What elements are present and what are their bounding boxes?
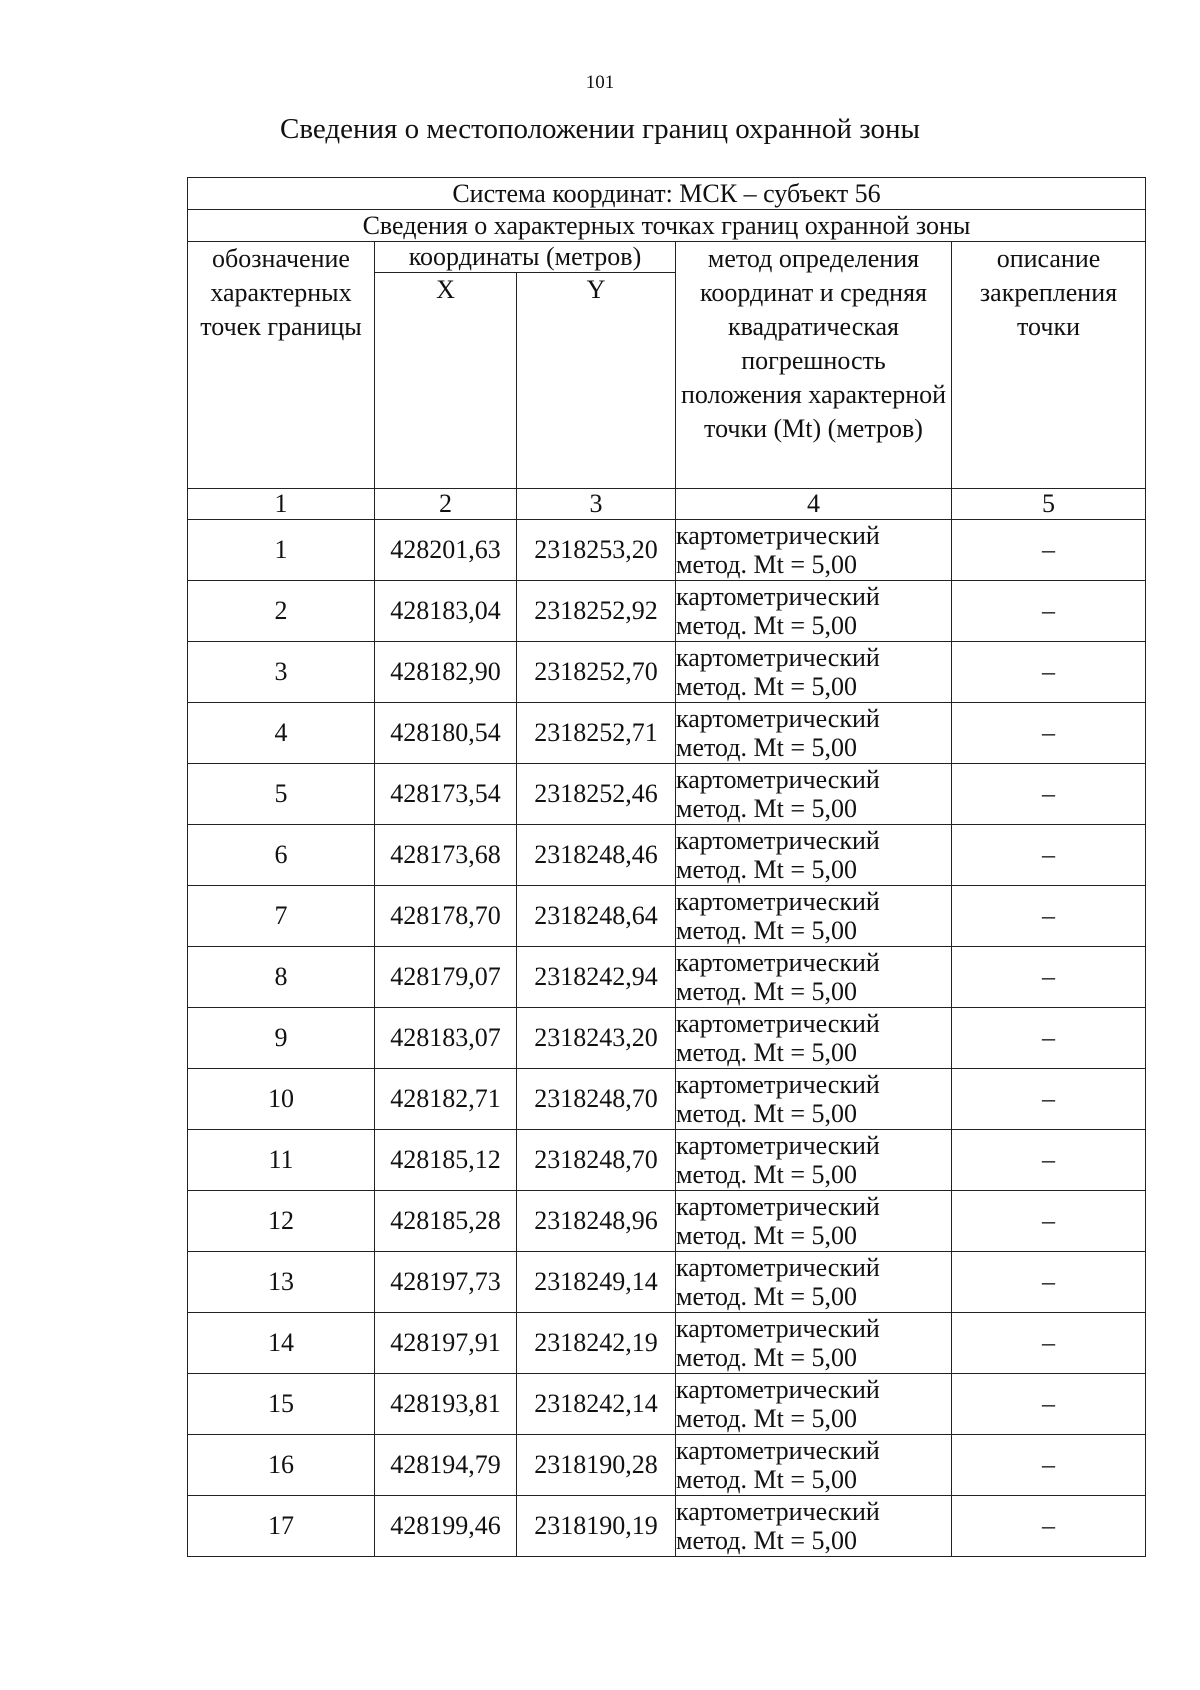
method-accuracy: метод. Mt = 5,00 [676,1282,857,1311]
method-cell [676,520,952,581]
fixing-description: – [952,703,1146,764]
table-row [188,825,1146,886]
coordinate-x: 428182,71 [375,1069,517,1130]
section-header: Сведения о характерных точках границ охранной зоны [188,210,1146,242]
fixing-description: – [952,1008,1146,1069]
point-id: 7 [188,886,375,947]
coordinate-x: 428185,28 [375,1191,517,1252]
method-accuracy: метод. Mt = 5,00 [676,1221,857,1250]
method-name: картометрический [676,948,880,977]
fixing-description: – [952,581,1146,642]
method-accuracy: метод. Mt = 5,00 [676,977,857,1006]
table-row [188,947,1146,1008]
method-cell [676,947,952,1008]
header-coordinates: координаты (метров) [375,242,676,273]
fixing-description: – [952,1435,1146,1496]
point-id: 15 [188,1374,375,1435]
column-number-4: 4 [676,489,952,520]
table-row [188,520,1146,581]
method-cell [676,1130,952,1191]
method-cell [676,1374,952,1435]
method-name: картометрический [676,704,880,733]
coordinate-y: 2318252,71 [517,703,676,764]
table-row [188,1191,1146,1252]
method-name: картометрический [676,765,880,794]
table-row [188,886,1146,947]
coordinate-y: 2318242,19 [517,1313,676,1374]
method-name: картометрический [676,1131,880,1160]
fixing-description: – [952,1496,1146,1557]
method-name: картометрический [676,1497,880,1526]
table-row [188,764,1146,825]
point-id: 9 [188,1008,375,1069]
fixing-description: – [952,642,1146,703]
coordinate-y: 2318248,64 [517,886,676,947]
method-accuracy: метод. Mt = 5,00 [676,794,857,823]
coordinate-x: 428183,04 [375,581,517,642]
coordinate-x: 428173,54 [375,764,517,825]
fixing-description: – [952,825,1146,886]
header-method: метод определения координат и средняя квадратическая погрешность положения характерной точки (Mt) (метров) [676,242,952,489]
coordinate-x: 428193,81 [375,1374,517,1435]
coordinate-y: 2318252,46 [517,764,676,825]
point-id: 3 [188,642,375,703]
column-number-2: 2 [375,489,517,520]
table-row [188,1496,1146,1557]
coordinate-y: 2318252,70 [517,642,676,703]
method-name: картометрический [676,1314,880,1343]
coordinate-x: 428180,54 [375,703,517,764]
method-cell [676,1252,952,1313]
fixing-description: – [952,1374,1146,1435]
method-name: картометрический [676,643,880,672]
fixing-description: – [952,1252,1146,1313]
table-row [188,581,1146,642]
coordinate-x: 428199,46 [375,1496,517,1557]
column-number-5: 5 [952,489,1146,520]
table-row [188,642,1146,703]
method-accuracy: метод. Mt = 5,00 [676,855,857,884]
method-accuracy: метод. Mt = 5,00 [676,672,857,701]
point-id: 8 [188,947,375,1008]
method-cell [676,1313,952,1374]
coordinate-y: 2318242,94 [517,947,676,1008]
method-cell [676,1008,952,1069]
coordinate-x: 428182,90 [375,642,517,703]
column-number-3: 3 [517,489,676,520]
page-number: 101 [585,72,615,93]
coordinate-y: 2318242,14 [517,1374,676,1435]
method-name: картометрический [676,1070,880,1099]
method-accuracy: метод. Mt = 5,00 [676,1465,857,1494]
method-name: картометрический [676,826,880,855]
method-name: картометрический [676,1375,880,1404]
fixing-description: – [952,1069,1146,1130]
point-id: 14 [188,1313,375,1374]
coordinate-x: 428197,91 [375,1313,517,1374]
coordinate-system-header: Система координат: МСК – субъект 56 [188,178,1146,210]
point-id: 17 [188,1496,375,1557]
method-name: картометрический [676,521,880,550]
table-row [188,1069,1146,1130]
table-row [188,1130,1146,1191]
header-y: Y [517,273,676,489]
coordinate-x: 428194,79 [375,1435,517,1496]
method-cell [676,1191,952,1252]
method-accuracy: метод. Mt = 5,00 [676,733,857,762]
point-id: 5 [188,764,375,825]
method-accuracy: метод. Mt = 5,00 [676,611,857,640]
coordinate-y: 2318243,20 [517,1008,676,1069]
header-x: X [375,273,517,489]
method-accuracy: метод. Mt = 5,00 [676,1343,857,1372]
coordinate-x: 428197,73 [375,1252,517,1313]
point-id: 1 [188,520,375,581]
coordinate-y: 2318253,20 [517,520,676,581]
coordinate-y: 2318248,70 [517,1069,676,1130]
fixing-description: – [952,886,1146,947]
method-accuracy: метод. Mt = 5,00 [676,1160,857,1189]
method-cell [676,1069,952,1130]
point-id: 6 [188,825,375,886]
method-cell [676,581,952,642]
header-point-designation: обозначение характерных точек границы [188,242,375,489]
method-name: картометрический [676,1009,880,1038]
method-accuracy: метод. Mt = 5,00 [676,1038,857,1067]
point-id: 10 [188,1069,375,1130]
point-id: 13 [188,1252,375,1313]
method-name: картометрический [676,1436,880,1465]
point-id: 16 [188,1435,375,1496]
coordinate-x: 428183,07 [375,1008,517,1069]
header-fixing-description: описание закрепления точки [952,242,1146,489]
page-title: Сведения о местоположении границ охранной зоны [279,113,920,145]
table-row [188,1313,1146,1374]
coordinate-x: 428173,68 [375,825,517,886]
fixing-description: – [952,1191,1146,1252]
fixing-description: – [952,1130,1146,1191]
column-number-1: 1 [188,489,375,520]
method-cell [676,1496,952,1557]
method-cell [676,1435,952,1496]
boundary-points-table [187,177,1146,1557]
coordinate-y: 2318248,70 [517,1130,676,1191]
method-name: картометрический [676,1192,880,1221]
method-name: картометрический [676,887,880,916]
method-cell [676,764,952,825]
point-id: 4 [188,703,375,764]
method-cell [676,703,952,764]
coordinate-x: 428179,07 [375,947,517,1008]
coordinate-x: 428201,63 [375,520,517,581]
table-row [188,703,1146,764]
table-row [188,1252,1146,1313]
fixing-description: – [952,1313,1146,1374]
fixing-description: – [952,520,1146,581]
method-accuracy: метод. Mt = 5,00 [676,916,857,945]
method-cell [676,642,952,703]
coordinate-y: 2318190,28 [517,1435,676,1496]
point-id: 2 [188,581,375,642]
table-row [188,1435,1146,1496]
coordinate-x: 428185,12 [375,1130,517,1191]
coordinate-y: 2318248,46 [517,825,676,886]
point-id: 12 [188,1191,375,1252]
method-accuracy: метод. Mt = 5,00 [676,1526,857,1555]
table-row [188,1374,1146,1435]
coordinate-x: 428178,70 [375,886,517,947]
method-accuracy: метод. Mt = 5,00 [676,550,857,579]
coordinate-y: 2318252,92 [517,581,676,642]
method-name: картометрический [676,1253,880,1282]
method-name: картометрический [676,582,880,611]
point-id: 11 [188,1130,375,1191]
method-cell [676,825,952,886]
table-row [188,1008,1146,1069]
fixing-description: – [952,764,1146,825]
method-cell [676,886,952,947]
coordinate-y: 2318249,14 [517,1252,676,1313]
coordinate-y: 2318248,96 [517,1191,676,1252]
coordinate-y: 2318190,19 [517,1496,676,1557]
method-accuracy: метод. Mt = 5,00 [676,1404,857,1433]
method-accuracy: метод. Mt = 5,00 [676,1099,857,1128]
fixing-description: – [952,947,1146,1008]
